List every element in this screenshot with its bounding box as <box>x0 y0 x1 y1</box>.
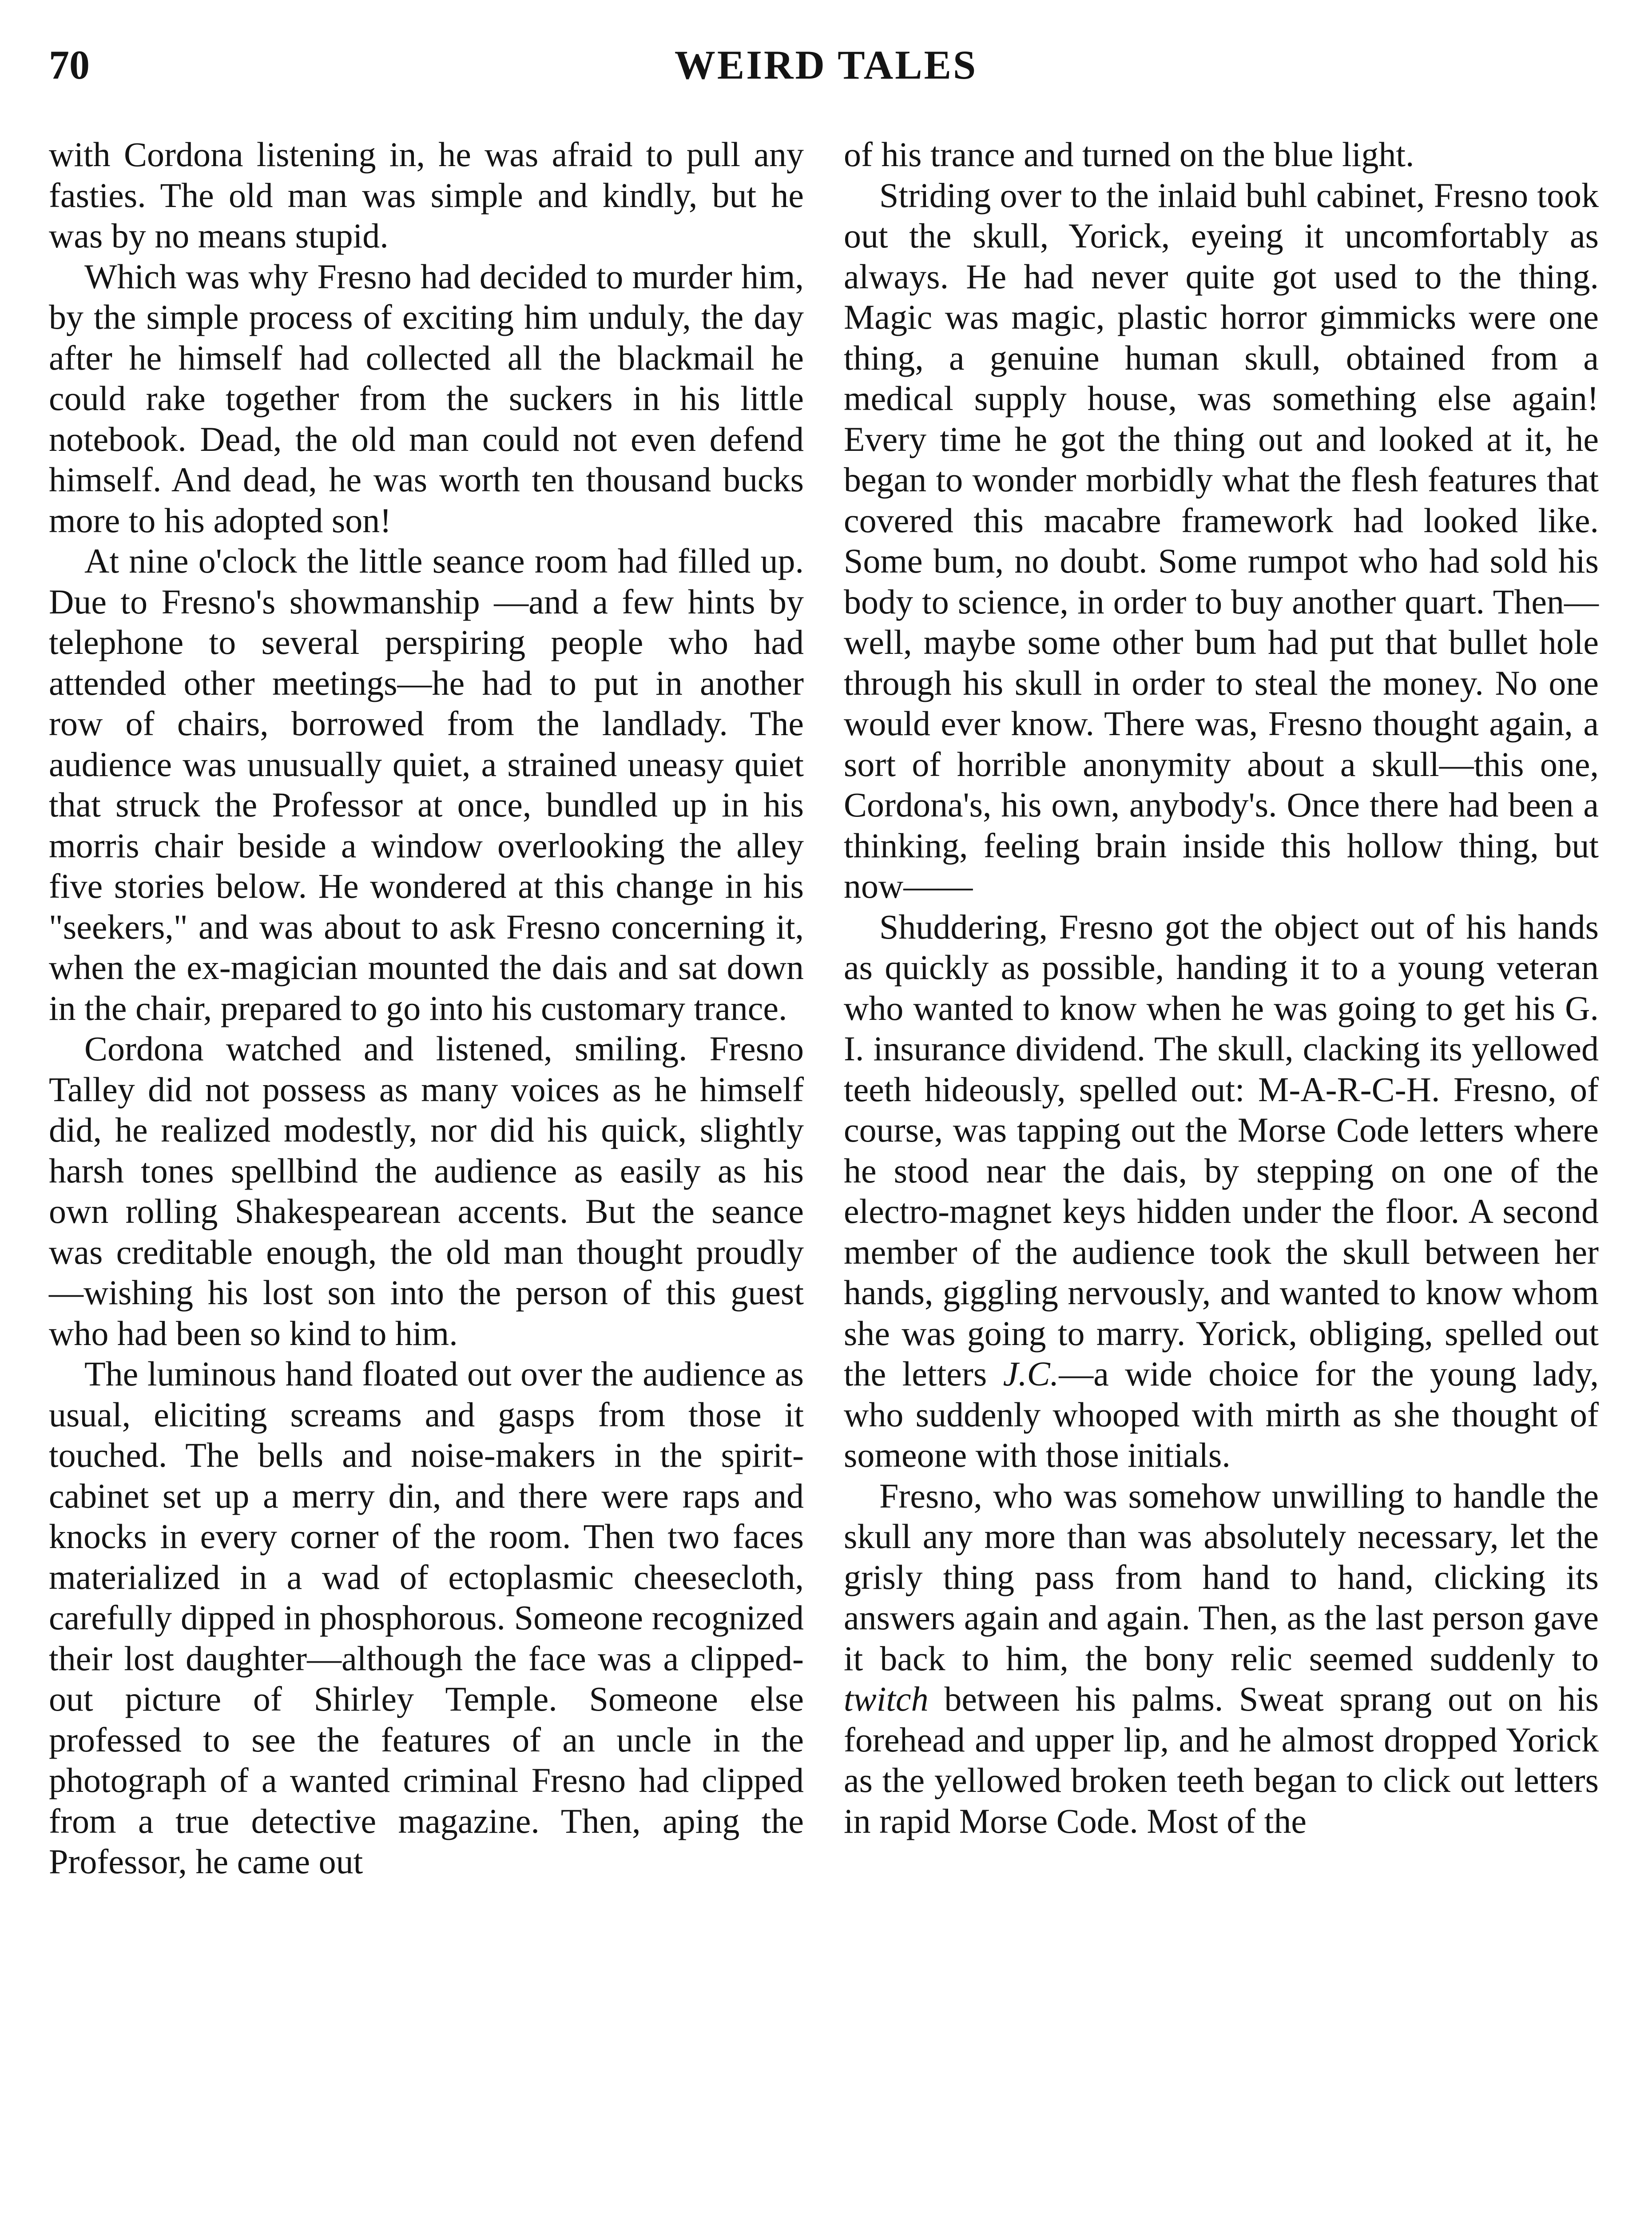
text-span: Fresno, who was somehow unwilling to handle the skull any more than was absolutely necessary, let the grisly thing pass from hand to hand, clicking its answers again and again. Then, as the last person gave it back to him, the bony relic seemed suddenly to <box>844 1476 1599 1678</box>
text-span: Shuddering, Fresno got the object out of his hands as quickly as possible, handing it to a young veteran who wanted to know when he was going to get his G. I. insurance dividend. The skull, clacking its yellowed teeth hideously, spelled out: M-A-R-C-H. Fresno, of course, was tapping out the Morse Code letters where he stood near the dais, by stepping on one of the electro-magnet keys hidden under the floor. A second member of the audience took the skull between her hands, giggling nervously, and wanted to know whom she was going to marry. Yorick, obliging, spelled out the letters <box>844 907 1599 1393</box>
paragraph: Cordona watched and listened, smiling. Fresno Talley did not possess as many voices as he himself did, he realized modestly, nor did his quick, slightly harsh tones spellbind the audience as easily as his own rolling Shakespearean accents. But the seance was creditable enough, the old man thought proudly—wishing his lost son into the person of this guest who had been so kind to him. <box>49 1029 804 1353</box>
text-span: between his palms. Sweat sprang out on his forehead and upper lip, and he almost dropped Yorick as the yellowed broken teeth began to click out letters in rapid Morse Code. Most of the <box>844 1680 1599 1840</box>
paragraph-continuation: with Cordona listening in, he was afraid to pull any fasties. The old man was simple and kindly, but he was by no means stupid. <box>49 135 804 255</box>
italic-text: twitch <box>844 1680 929 1718</box>
paragraph <box>844 1476 1599 1842</box>
paragraph: Striding over to the inlaid buhl cabinet, Fresno took out the skull, Yorick, eyeing it uncomfortably as always. He had never quite got used to the thing. Magic was magic, plastic horror gimmicks were one thing, a genuine human skull, obtained from a medical supply house, was something else again! Every time he got the thing out and looked at it, he began to wonder morbidly what the flesh features that covered this macabre framework had looked like. Some bum, no doubt. Some rumpot who had sold his body to science, in order to buy another quart. Then—well, maybe some other bum had put that bullet hole through his skull in order to steal the money. No one would ever know. There was, Fresno thought again, a sort of horrible anonymity about a skull—this one, Cordona's, his own, anybody's. Once there had been a thinking, feeling brain inside this hollow thing, but now—— <box>844 175 1599 905</box>
magazine-title: WEIRD TALES <box>674 42 978 88</box>
page-number: 70 <box>49 42 90 88</box>
paragraph: The luminous hand floated out over the audience as usual, eliciting screams and gasps from those it touched. The bells and noise-makers in the spirit-cabinet set up a merry din, and there were raps and knocks in every corner of the room. Then two faces materialized in a wad of ectoplasmic cheesecloth, carefully dipped in phosphorous. Someone recognized their lost daughter—although the face was a clipped-out picture of Shirley Temple. Someone else professed to see the features of an uncle in the photograph of a wanted criminal Fresno had clipped from a true detective magazine. Then, aping the Professor, he came out <box>49 1354 804 1881</box>
italic-text: J.C. <box>1003 1354 1059 1393</box>
paragraph: At nine o'clock the little seance room had filled up. Due to Fresno's showmanship —and a few hints by telephone to several perspiring people who had attended other meetings—he had to put in another row of chairs, borrowed from the landlady. The audience was unusually quiet, a strained uneasy quiet that struck the Professor at once, bundled up in his morris chair beside a window overlooking the alley five stories below. He wondered at this change in his "seekers," and was about to ask Fresno concerning it, when the ex-magician mounted the dais and sat down in the chair, prepared to go into his customary trance. <box>49 541 804 1027</box>
paragraph: Which was why Fresno had decided to murder him, by the simple process of exciting him unduly, the day after he himself had collected all the blackmail he could rake together from the suckers in his little notebook. Dead, the old man could not even defend himself. And dead, he was worth ten thousand bucks more to his adopted son! <box>49 257 804 540</box>
text-span: —a wide choice for the young lady, who suddenly whooped with mirth as she thought of someone with those initials. <box>844 1354 1599 1474</box>
paragraph <box>844 907 1599 1476</box>
left-column <box>49 134 804 1882</box>
right-column <box>844 134 1599 1841</box>
paragraph-continuation: of his trance and turned on the blue light. <box>844 135 1414 174</box>
